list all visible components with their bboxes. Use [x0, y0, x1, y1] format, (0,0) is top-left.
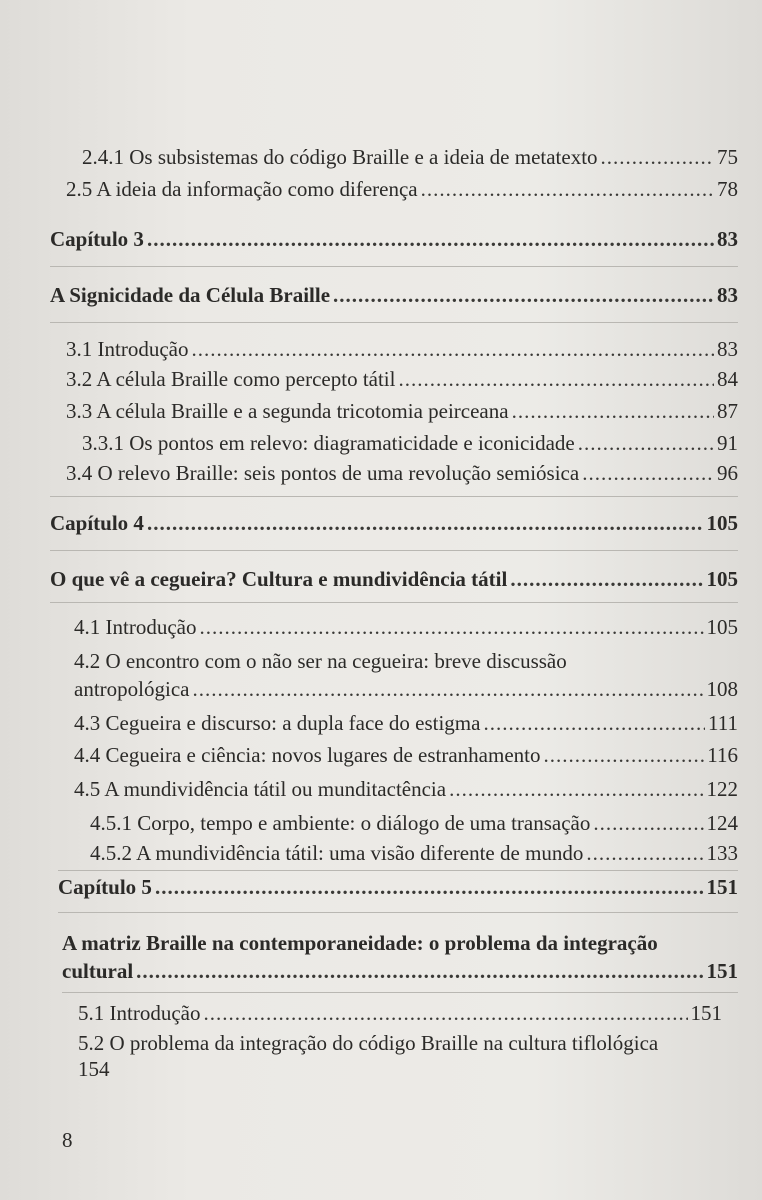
leader-dots [147, 510, 704, 536]
page-number: 83 [717, 337, 738, 361]
leader-dots [136, 958, 703, 984]
leader-dots [191, 336, 714, 362]
entry-label: 3.2 A célula Braille como percepto tátil [66, 367, 396, 391]
leader-dots [398, 366, 714, 392]
leader-dots [449, 776, 703, 802]
entry-label: 3.1 Introdução [66, 337, 189, 361]
toc-entry-4-4 [74, 742, 738, 768]
leader-dots [333, 282, 714, 308]
leader-dots [593, 810, 703, 836]
leader-dots [544, 742, 705, 768]
toc-entry-5-2-line1: 5.2 O problema da integração do código Braille na cultura tiflológica [78, 1031, 659, 1055]
leader-dots [421, 176, 714, 202]
page-number: 91 [717, 431, 738, 455]
entry-label: cultural [62, 959, 134, 983]
entry-label: 4.4 Cegueira e ciência: novos lugares de estranhamento [74, 743, 541, 767]
toc-entry-4-5-1 [90, 810, 738, 836]
entry-label: 5.1 Introdução [78, 1001, 201, 1025]
toc-entry-4-5 [74, 776, 738, 802]
entry-label: antropológica [74, 677, 190, 701]
toc-entry-4-5-2 [90, 840, 738, 866]
chapter-4-heading [50, 510, 738, 536]
page-number: 124 [706, 811, 738, 835]
leader-dots [578, 430, 714, 456]
toc-entry-3-2 [66, 366, 738, 392]
leader-dots [155, 874, 704, 900]
divider [58, 912, 738, 913]
toc-entry-3-4 [66, 460, 738, 486]
entry-label: 3.3 A célula Braille e a segunda tricotomia peirceana [66, 399, 509, 423]
divider [50, 496, 738, 497]
page-number: 122 [706, 777, 738, 801]
entry-label: A Signicidade da Célula Braille [50, 283, 331, 307]
divider [50, 322, 738, 323]
page-number: 116 [707, 743, 738, 767]
page-number: 111 [708, 711, 738, 735]
divider [58, 870, 738, 871]
chapter-5-title [62, 958, 738, 984]
toc-entry-5-2-line2: 154 [78, 1057, 110, 1081]
entry-label: 4.5 A mundividência tátil ou munditactência [74, 777, 447, 801]
entry-label: 4.5.1 Corpo, tempo e ambiente: o diálogo de uma transação [90, 811, 591, 835]
toc-entry-4-1 [74, 614, 738, 640]
toc-entry-3-3-1 [82, 430, 738, 456]
leader-dots [203, 1000, 687, 1026]
page-number: 151 [706, 959, 738, 983]
leader-dots [192, 676, 703, 702]
page-number: 83 [717, 227, 738, 251]
entry-label: Capítulo 4 [50, 511, 144, 535]
entry-label: 3.4 O relevo Braille: seis pontos de uma revolução semiósica [66, 461, 580, 485]
toc-entry-4-2-line1: 4.2 O encontro com o não ser na cegueira: breve discussão [74, 649, 567, 673]
page-number: 105 [706, 511, 738, 535]
entry-label: 4.5.2 A mundividência tátil: uma visão diferente de mundo [90, 841, 584, 865]
leader-dots [512, 398, 714, 424]
toc-entry-4-2 [74, 676, 738, 702]
divider [50, 266, 738, 267]
divider [50, 550, 738, 551]
chapter-5-heading [58, 874, 738, 900]
entry-label: Capítulo 5 [58, 875, 152, 899]
page-number: 96 [717, 461, 738, 485]
chapter-3-heading [50, 226, 738, 252]
leader-dots [510, 566, 703, 592]
page-number: 151 [690, 1001, 722, 1025]
page-number: 151 [706, 875, 738, 899]
page-number: 105 [706, 567, 738, 591]
entry-label: 4.3 Cegueira e discurso: a dupla face do estigma [74, 711, 481, 735]
page-number: 105 [706, 615, 738, 639]
toc-entry-2-5 [66, 176, 738, 202]
page-number: 75 [717, 145, 738, 169]
leader-dots [199, 614, 703, 640]
leader-dots [601, 144, 714, 170]
chapter-4-title [50, 566, 738, 592]
leader-dots [586, 840, 703, 866]
toc-entry-3-3 [66, 398, 738, 424]
divider [50, 602, 738, 603]
page-number: 108 [706, 677, 738, 701]
leader-dots [483, 710, 705, 736]
entry-label: Capítulo 3 [50, 227, 144, 251]
leader-dots [147, 226, 714, 252]
entry-label: 4.1 Introdução [74, 615, 197, 639]
leader-dots [582, 460, 714, 486]
page-number: 87 [717, 399, 738, 423]
toc-entry-5-1 [78, 1000, 722, 1026]
divider [62, 992, 738, 993]
entry-label: 2.5 A ideia da informação como diferença [66, 177, 418, 201]
page-folio: 8 [62, 1128, 73, 1152]
toc-entry-3-1 [66, 336, 738, 362]
page-number: 78 [717, 177, 738, 201]
toc-entry-2-4-1 [82, 144, 738, 170]
chapter-5-title-line1: A matriz Braille na contemporaneidade: o problema da integração [62, 931, 658, 955]
entry-label: 3.3.1 Os pontos em relevo: diagramaticidade e iconicidade [82, 431, 575, 455]
entry-label: 2.4.1 Os subsistemas do código Braille e a ideia de metatexto [82, 145, 598, 169]
page-number: 83 [717, 283, 738, 307]
toc-entry-4-3 [74, 710, 738, 736]
entry-label: O que vê a cegueira? Cultura e mundividência tátil [50, 567, 508, 591]
chapter-3-title [50, 282, 738, 308]
page-number: 84 [717, 367, 738, 391]
page-number: 133 [706, 841, 738, 865]
